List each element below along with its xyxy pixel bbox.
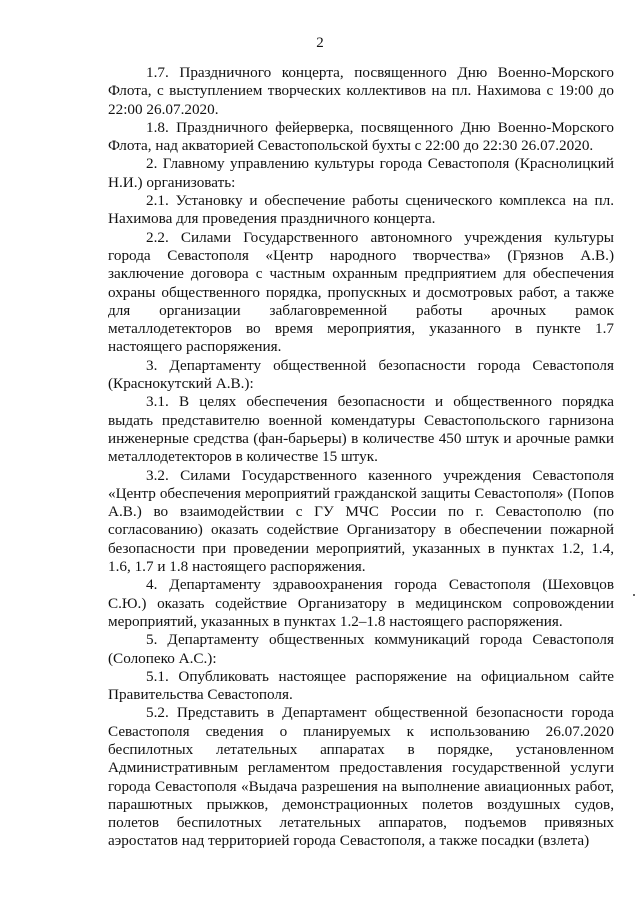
- paragraph-2: 2. Главному управлению культуры города Севастополя (Краснолицкий Н.И.) организовать:: [108, 155, 614, 191]
- document-body: [108, 64, 614, 851]
- page-number: 2: [316, 35, 324, 51]
- paragraph-5: 5. Департаменту общественных коммуникаций города Севастополя (Солопеко А.С.):: [108, 631, 614, 667]
- paragraph-3: 3. Департаменту общественной безопасности города Севастополя (Краснокутский А.В.):: [108, 356, 614, 393]
- paragraph-5-1: 5.1. Опубликовать настоящее распоряжение на официальном сайте Правительства Севастополя.: [108, 667, 614, 704]
- paragraph-1-8: 1.8. Праздничного фейерверка, посвященного Дню Военно-Морского Флота, над акваторией Севастопольской бухты с 22:00 до 22:30 26.07.2020.: [108, 118, 614, 155]
- paragraph-2-2: 2.2. Силами Государственного автономного учреждения культуры города Севастополя «Центр народного творчества» (Грязнов А.В.) заключение договора с частным охранным предприятием для обеспечения охраны общественного порядка, пропускных и досмотровых работ, а также для организации заблаговременной работы арочных рамок металлодетекторов во время мероприятия, указанного в пункте 1.7 настоящего распоряжения.: [108, 228, 614, 356]
- paragraph-2-1: 2.1. Установку и обеспечение работы сценического комплекса на пл. Нахимова для проведения праздничного концерта.: [108, 192, 614, 228]
- paragraph-4: 4. Департаменту здравоохранения города Севастополя (Шеховцов С.Ю.) оказать содействие Организатору в медицинском сопровождении мероприятий, указанных в пунктах 1.2–1.8 настоящего распоряжения.: [108, 576, 614, 630]
- scan-speck: [633, 594, 635, 596]
- paragraph-3-2: 3.2. Силами Государственного казенного учреждения Севастополя «Центр обеспечения мероприятий гражданской защиты Севастополя» (Попов А.В.) во взаимодействии с ГУ МЧС России по г. Севастополю (по согласованию) оказать содействие Организатору в обеспечении пожарной безопасности при проведении мероприятий, указанных в пунктах 1.2, 1.4, 1.6, 1.7 и 1.8 настоящего распоряжения.: [108, 466, 614, 576]
- paragraph-3-1: 3.1. В целях обеспечения безопасности и общественного порядка выдать представителю военной комендатуры Севастопольского гарнизона инженерные средства (фан-барьеры) в количестве 450 штук и арочные рамки металлодетекторов в количестве 15 штук.: [108, 393, 614, 466]
- paragraph-1-7: 1.7. Праздничного концерта, посвященного Дню Военно-Морского Флота, с выступлением творческих коллективов на пл. Нахимова с 19:00 до 22:00 26.07.2020.: [108, 64, 614, 118]
- paragraph-5-2: 5.2. Представить в Департамент общественной безопасности города Севастополя сведения о планируемых к использованию 26.07.2020 беспилотных летательных аппаратах в порядке, установленном Административным регламентом предоставления государственной услуги города Севастополя «Выдача разрешения на выполнение авиационных работ, парашютных прыжков, демонстрационных полетов воздушных судов, полетов беспилотных летательных аппаратов, подъемов привязных аэростатов над территорией города Севастополя, а также посадки (взлета): [108, 704, 614, 850]
